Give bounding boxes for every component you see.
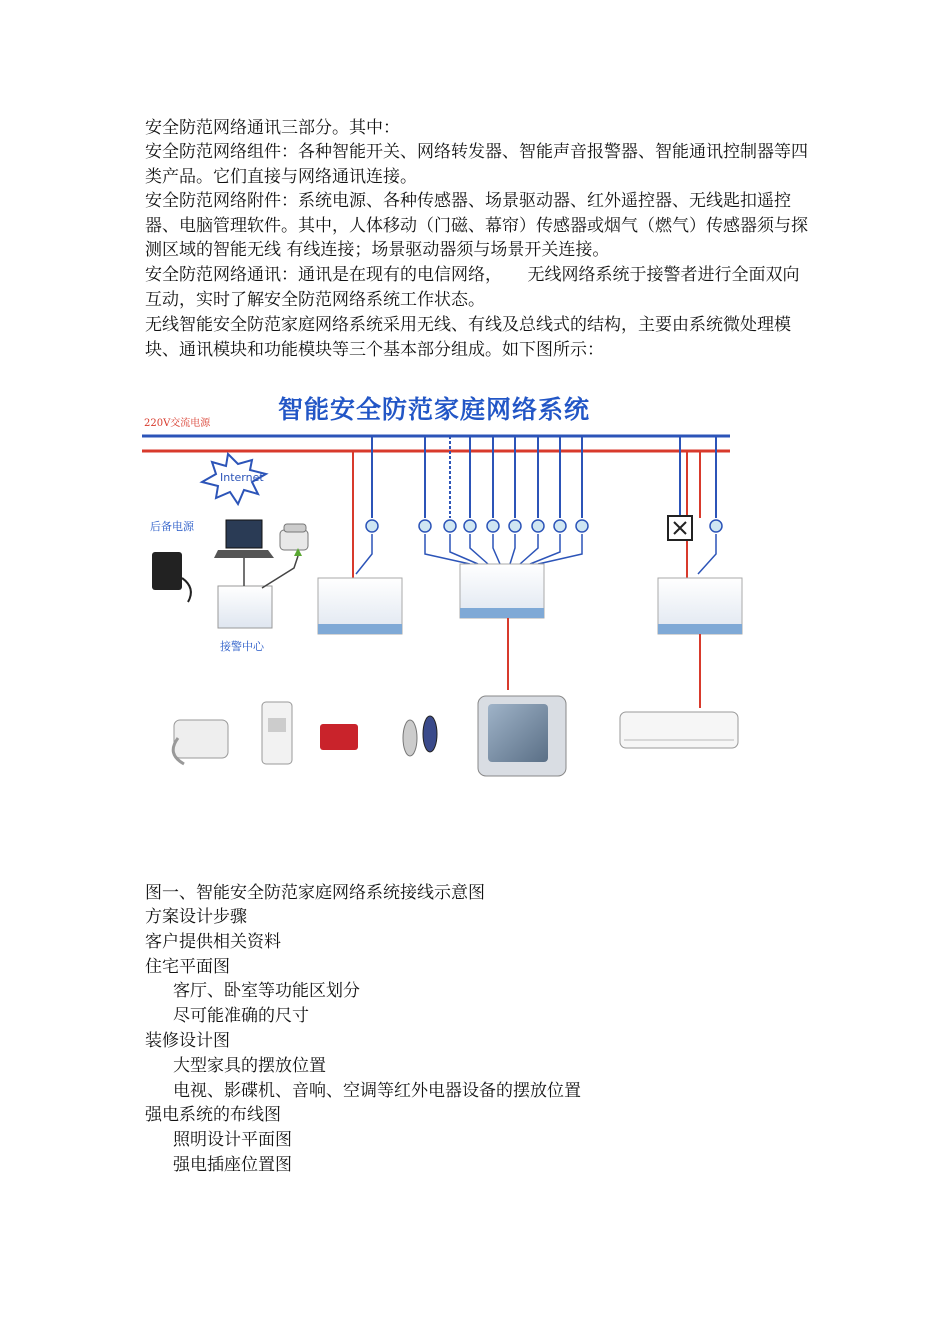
outline-subitem: 尽可能准确的尺寸 [173,1006,309,1027]
network-repeater-right [658,578,742,634]
telephone-icon [280,524,308,550]
paragraph-structure: 无线智能安全防范家庭网络系统采用无线、有线及总线式的结构，主要由系统微处理模块、通讯模块和功能模块等三个基本部分组成。如下图所示： [145,315,791,360]
outline-item: 强电系统的布线图 [145,1105,281,1126]
remote-keyfob-icon [403,716,437,756]
diagram-title: 智能安全防范家庭网络系统 [278,395,591,424]
outline-subitem: 客厅、卧室等功能区划分 [173,981,360,1002]
power-adapter-icon [152,552,191,602]
air-conditioner-icon [620,712,738,748]
outline-subitem: 照明设计平面图 [173,1130,292,1151]
backup-power-label: 后备电源 [150,520,194,533]
paragraph-intro: 安全防范网络通讯三部分。其中： [145,118,400,138]
laptop-icon [214,520,274,558]
network-repeater-left [318,578,402,634]
figure-caption: 图一、智能安全防范家庭网络系统接线示意图 [145,883,485,903]
outline-subitem: 电视、影碟机、音响、空调等红外电器设备的摆放位置 [173,1080,581,1101]
fan-switch-icon [668,516,692,540]
outline-item: 装修设计图 [145,1031,230,1051]
internet-label: Internet [220,471,264,484]
outline-item: 客户提供相关资料 [145,931,281,952]
outline-subitem: 强电插座位置图 [173,1155,292,1175]
paragraph-communication: 安全防范网络通讯：通讯是在现有的电信网络， 无线网络系统于接警者进行全面双向互动，实时了解安全防范网络系统工作状态。 [145,265,800,310]
siren-icon [320,724,358,750]
network-diagram [138,378,748,798]
alarm-center-label: 接警中心 [220,640,264,653]
outline-subitem: 大型家具的摆放位置 [173,1055,326,1076]
paragraph-accessories: 安全防范网络附件：系统电源、各种传感器、场景驱动器、红外遥控器、无线匙扣遥控器、电脑管理软件。其中，人体移动（门磁、幕帘）传感器或烟气（燃气）传感器须与探测区域的智能无线 有线连接；场景驱动器须与场景开关连接。 [145,191,808,260]
smoke-detector-icon [173,720,228,764]
power-label: 220V交流电源 [144,418,211,429]
alarm-center-controller-icon [218,586,272,628]
motion-sensor-icon [262,702,292,764]
television-icon [478,696,566,776]
outline-item: 住宅平面图 [145,956,230,977]
network-repeater-center [460,564,544,618]
outline-item: 方案设计步骤 [145,907,247,927]
paragraph-components: 安全防范网络组件：各种智能开关、网络转发器、智能声音报警器、智能通讯控制器等四类产品。它们直接与网络通讯连接。 [145,142,808,187]
